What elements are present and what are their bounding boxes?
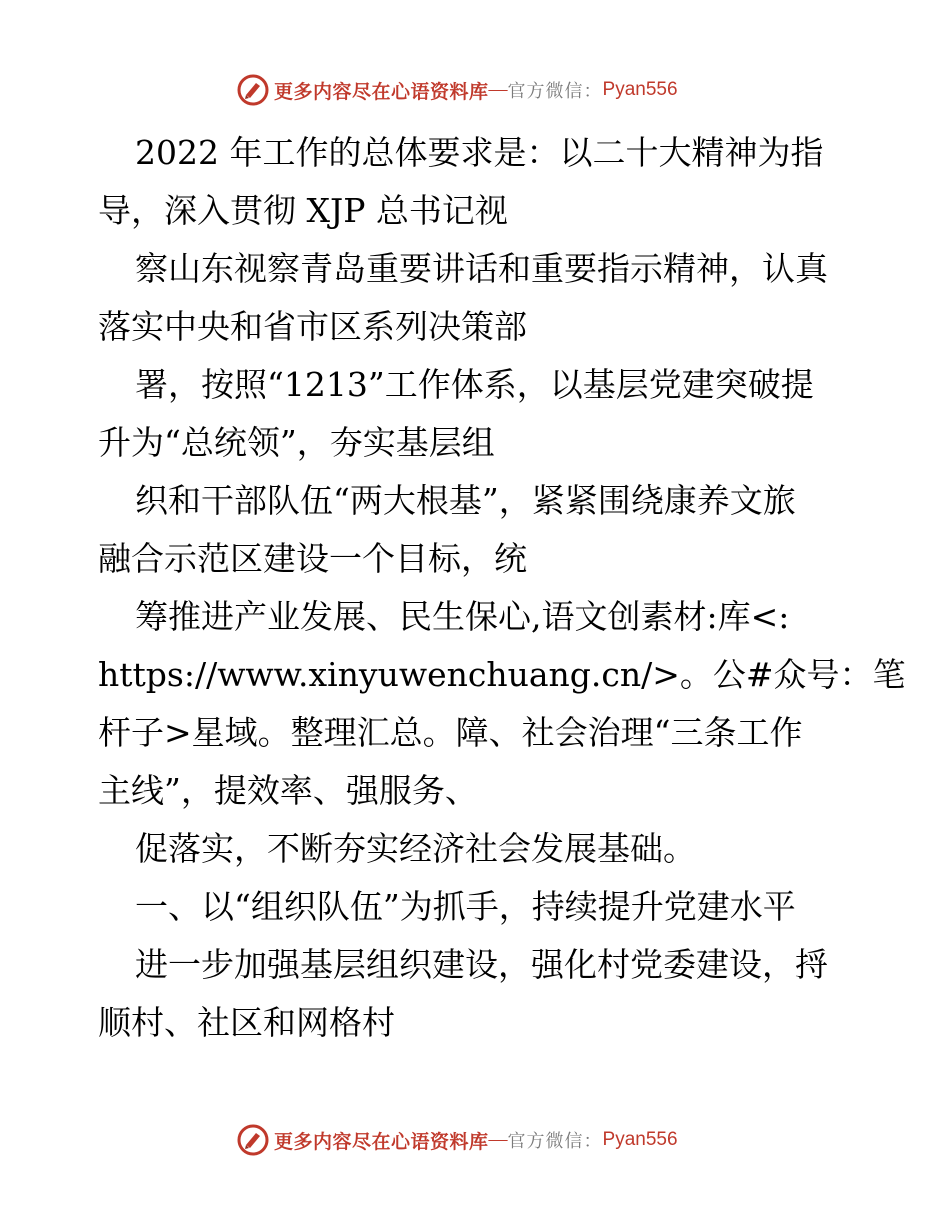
banner-wechat-id: Pyan556 (602, 1129, 678, 1150)
banner-site-text: 更多内容尽在心语资料库 (274, 80, 489, 103)
header-banner[interactable] (236, 72, 678, 108)
banner-wechat-label: 官方微信： (507, 81, 603, 102)
body-line: 筹推进产业发展、民生保心,语文创素材:库<: (135, 597, 790, 636)
banner-wechat-label: 官方微信： (507, 1131, 603, 1152)
logo-icon (236, 73, 270, 107)
body-line: https://www.xinyuwenchuang.cn/>。公#众号：笔 (98, 655, 906, 694)
body-line: 促落实，不断夯实经济社会发展基础。 (135, 829, 696, 868)
banner-wechat-id: Pyan556 (602, 79, 678, 100)
footer-banner[interactable] (236, 1122, 678, 1158)
banner-dash: — (488, 1129, 508, 1150)
banner-site-text: 更多内容尽在心语资料库 (274, 1130, 489, 1153)
body-line: 进一步加强基层组织建设，强化村党委建设，捋 (135, 945, 828, 984)
logo-icon (236, 1123, 270, 1157)
document-body (98, 124, 906, 1052)
body-line: 杆子>星域。整理汇总。障、社会治理“三条工作 (98, 713, 803, 752)
body-line: 导，深入贯彻 XJP 总书记视 (98, 191, 508, 230)
body-line: 主线”，提效率、强服务、 (98, 771, 478, 810)
body-line: 织和干部队伍“两大根基”，紧紧围绕康养文旅 (135, 481, 796, 520)
body-line: 升为“总统领”，夯实基层组 (98, 423, 495, 462)
body-line: 署，按照“1213”工作体系，以基层党建突破提 (135, 365, 814, 404)
body-line: 落实中央和省市区系列决策部 (98, 307, 527, 346)
body-line: 2022 年工作的总体要求是：以二十大精神为指 (135, 133, 824, 172)
body-line: 顺村、社区和网格村 (98, 1003, 395, 1042)
banner-dash: — (488, 79, 508, 100)
section-heading: 一、以“组织队伍”为抓手，持续提升党建水平 (135, 887, 796, 926)
body-line: 察山东视察青岛重要讲话和重要指示精神，认真 (135, 249, 828, 288)
body-line: 融合示范区建设一个目标，统 (98, 539, 527, 578)
